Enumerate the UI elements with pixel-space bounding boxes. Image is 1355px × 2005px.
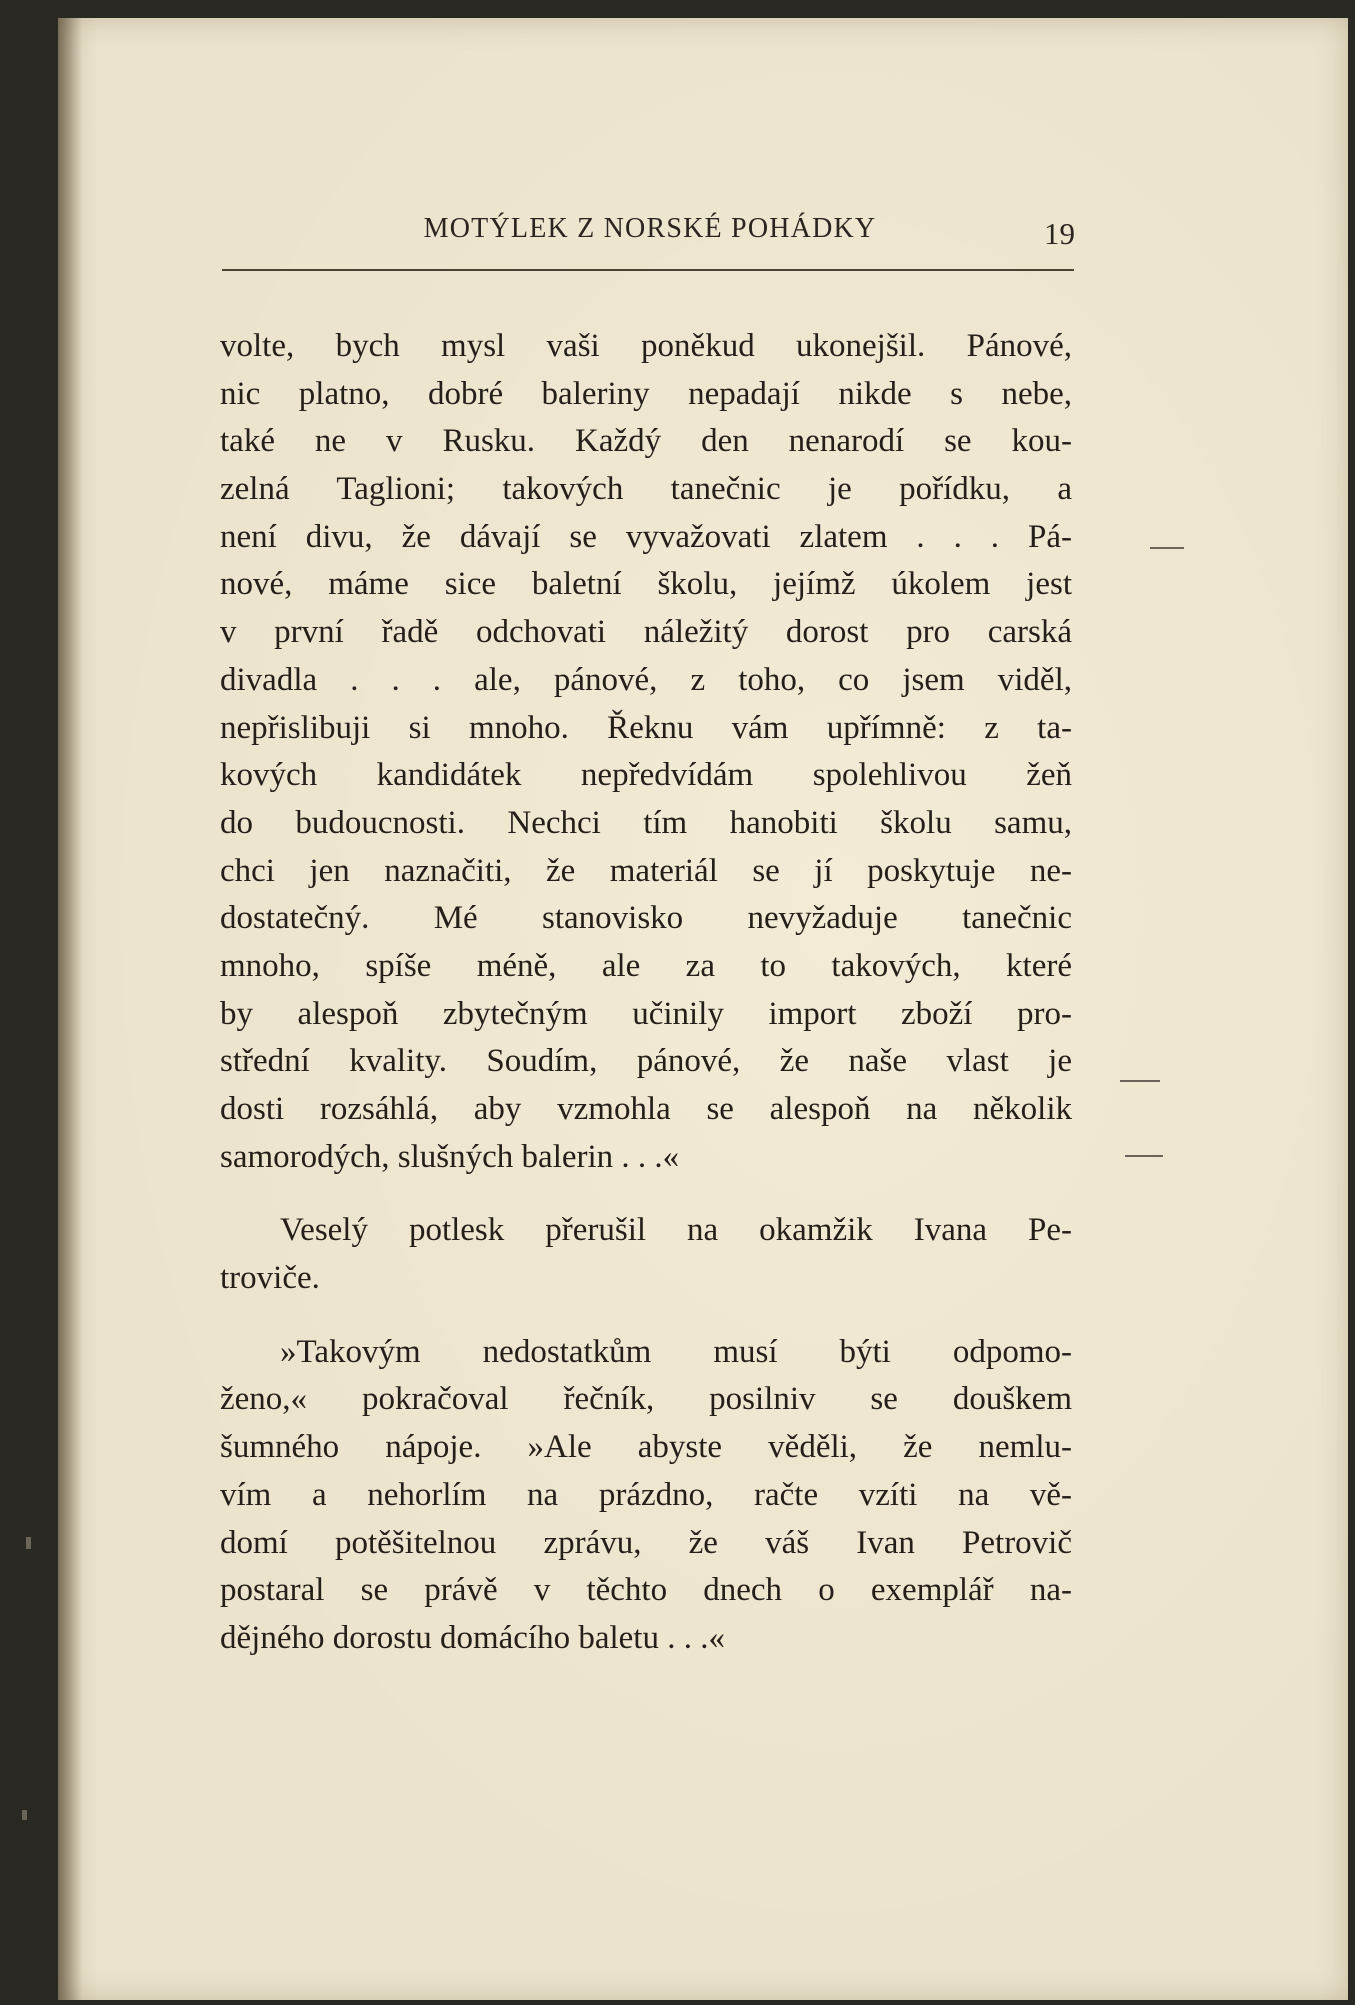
text-line: domí potěšitelnou zprávu, že váš Ivan Petrovič [220, 1524, 1072, 1561]
running-title: MOTÝLEK Z NORSKÉ POHÁDKY [423, 213, 877, 244]
text-line: nové, máme sice baletní školu, jejímž úkolem jest [220, 566, 1072, 603]
text-line: by alespoň zbytečným učinily import zboží pro- [220, 995, 1072, 1032]
text-line: nepřislibuji si mnoho. Řeknu vám upřímně: z ta- [220, 709, 1072, 746]
paragraph-1 [220, 323, 1072, 1181]
text-line: divadla . . . ale, pánové, z toho, co jsem viděl, [220, 661, 1072, 698]
text-line: do budoucnosti. Nechci tím hanobiti školu samu, [220, 804, 1072, 841]
text-line: dosti rozsáhlá, aby vzmohla se alespoň na několik [220, 1091, 1072, 1127]
text-line: v první řadě odchovati náležitý dorost pro carská [220, 614, 1072, 651]
page-number: 19 [1044, 216, 1075, 251]
text-line: kových kandidátek nepředvídám spolehlivou žeň [220, 757, 1072, 794]
text-line: volte, bych mysl vaši poněkud ukonejšil. Pánové, [220, 328, 1072, 364]
text-line: »Takovým nedostatkům musí býti odpomo- [280, 1333, 1072, 1370]
text-line: šumného nápoje. »Ale abyste věděli, že nemlu- [220, 1429, 1072, 1466]
text-line: postaral se právě v těchto dnech o exemplář na- [220, 1572, 1072, 1609]
text-line: zelná Taglioni; takových tanečnic je pořídku, a [220, 471, 1072, 508]
header-rule [222, 269, 1074, 271]
text-line: mnoho, spíše méně, ale za to takových, které [220, 947, 1072, 984]
paragraph-3 [220, 1329, 1072, 1663]
text-line: není divu, že dávají se vyvažovati zlatem . . . Pá- [220, 518, 1072, 555]
paragraph-gap [220, 1181, 1072, 1207]
margin-mark [22, 1810, 27, 1820]
text-line: nic platno, dobré baleriny nepadají nikde s nebe, [220, 375, 1072, 412]
margin-mark [1150, 547, 1184, 549]
paragraph-gap [220, 1303, 1072, 1329]
margin-mark [1125, 1155, 1163, 1157]
text-line: troviče. [220, 1260, 320, 1297]
text-line: střední kvality. Soudím, pánové, že naše vlast je [220, 1043, 1072, 1080]
binding-shadow [58, 18, 82, 2000]
page-header [0, 0, 1355, 280]
text-line: dějného dorostu domácího baletu . . .« [220, 1619, 725, 1656]
margin-mark [26, 1537, 31, 1549]
text-line: ženo,« pokračoval řečník, posilniv se douškem [220, 1381, 1072, 1418]
paragraph-2 [220, 1207, 1072, 1302]
text-line: dostatečný. Mé stanovisko nevyžaduje tanečnic [220, 900, 1072, 937]
margin-mark [1120, 1080, 1160, 1082]
text-line: vím a nehorlím na prázdno, račte vzíti na vě- [220, 1476, 1072, 1513]
text-line: také ne v Rusku. Každý den nenarodí se kou- [220, 423, 1072, 460]
text-line: chci jen naznačiti, že materiál se jí poskytuje ne- [220, 852, 1072, 889]
text-line: samorodých, slušných balerin . . .« [220, 1138, 680, 1175]
text-line: Veselý potlesk přerušil na okamžik Ivana Pe- [280, 1212, 1072, 1249]
body-text [220, 323, 1072, 1663]
